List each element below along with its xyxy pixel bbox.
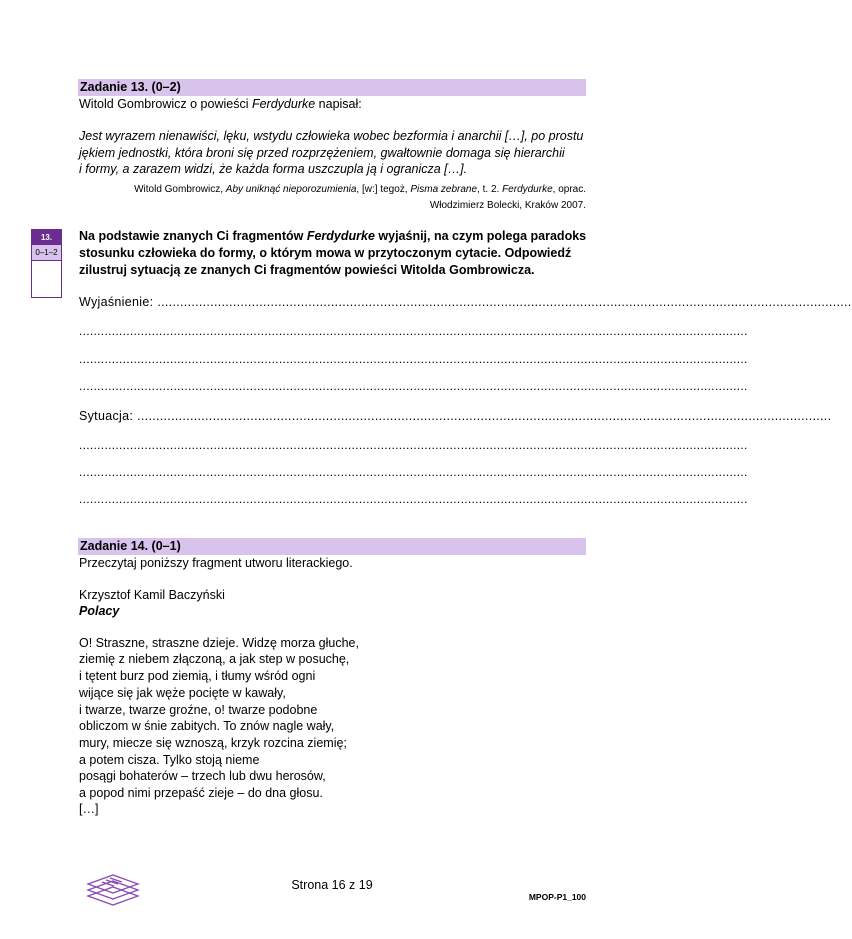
source-volume: , t. 2. xyxy=(477,184,503,195)
source-in: , [w:] tegoż, xyxy=(356,184,411,195)
quote-line-2: jękiem jednostki, która broni się przed rozprzężeniem, gwałtownie domaga się hierarchii xyxy=(79,146,565,160)
task-14-header: Zadanie 14. (0–1) xyxy=(78,538,586,555)
quote-line-3: i formy, a zarazem widzi, że każda forma uszczupla ją i ogranicza […]. xyxy=(79,162,468,176)
intro-suffix: napisał: xyxy=(315,97,362,111)
poem-line: O! Straszne, straszne dzieje. Widzę morza głuche, xyxy=(79,636,359,650)
situation-dots: ........................................................................................................................................................................................ xyxy=(137,409,832,423)
poem-line: ziemię z niebem złączoną, a jak step w posuchę, xyxy=(79,652,350,666)
situation-answer-line[interactable] xyxy=(79,408,832,424)
source-citation-line-1 xyxy=(134,182,586,197)
command-text-a: Na podstawie znanych Ci fragmentów xyxy=(79,229,307,243)
answer-line[interactable]: ........................................................................................................................................................................................ xyxy=(79,438,748,452)
situation-label: Sytuacja: xyxy=(79,409,134,423)
poem-line: a popod nimi przepaść zieje – do dna głosu. xyxy=(79,786,323,800)
source-book-title: Pisma zebrane xyxy=(410,184,478,195)
explanation-label: Wyjaśnienie: xyxy=(79,295,154,309)
answer-line[interactable]: ........................................................................................................................................................................................ xyxy=(79,492,748,506)
answer-line[interactable]: ........................................................................................................................................................................................ xyxy=(79,379,748,393)
command-text-c: wyjaśnij, na czym polega paradoks xyxy=(374,229,587,243)
poem-line: mury, miecze się wznoszą, krzyk rozcina ziemię; xyxy=(79,736,347,750)
poem-title: Polacy xyxy=(79,604,120,618)
intro-prefix: Witold Gombrowicz o powieści xyxy=(79,97,252,111)
answer-line[interactable]: ........................................................................................................................................................................................ xyxy=(79,352,748,366)
command-line-3: zilustruj sytuacją ze znanych Ci fragmentów powieści Witolda Gombrowicza. xyxy=(79,263,535,277)
task-13-header: Zadanie 13. (0–2) xyxy=(78,79,586,96)
answer-line[interactable]: ........................................................................................................................................................................................ xyxy=(79,324,748,338)
document-code: MPOP-P1_100 xyxy=(528,892,586,902)
command-line-1 xyxy=(79,228,586,244)
source-novel-title: Ferdydurke xyxy=(502,184,553,195)
poem-line: wijące się jak węże pocięte w kawały, xyxy=(79,686,286,700)
poem-line: i twarze, twarze groźne, o! twarze podobne xyxy=(79,703,318,717)
source-author: Witold Gombrowicz, xyxy=(134,184,226,195)
task-13-intro xyxy=(79,96,362,112)
poem-line: a potem cisza. Tylko stoją nieme xyxy=(79,753,260,767)
source-oprac: , oprac. xyxy=(552,184,586,195)
source-citation-line-2: Włodzimierz Bolecki, Kraków 2007. xyxy=(429,200,586,211)
source-essay-title: Aby uniknąć nieporozumienia xyxy=(225,184,357,195)
poem-author: Krzysztof Kamil Baczyński xyxy=(79,588,225,602)
quote-line-1: Jest wyrazem nienawiści, lęku, wstydu człowieka wobec bezformia i anarchii […], po prostu xyxy=(79,129,584,143)
score-box xyxy=(31,229,62,298)
intro-title: Ferdydurke xyxy=(251,97,316,111)
explanation-answer-line[interactable] xyxy=(79,294,852,310)
page-number: Strona 16 z 19 xyxy=(291,878,373,892)
answer-line[interactable]: ........................................................................................................................................................................................ xyxy=(79,465,748,479)
score-range: 0–1–2 xyxy=(32,245,61,261)
poem-line: posągi bohaterów – trzech lub dwu herosów, xyxy=(79,769,326,783)
explanation-dots: ........................................................................................................................................................................................ xyxy=(157,295,852,309)
poem-line: obliczom w śnie zabitych. To znów nagle wały, xyxy=(79,719,335,733)
poem-line: […] xyxy=(79,802,99,816)
command-line-2: stosunku człowieka do formy, o którym mowa w przytoczonym cytacie. Odpowiedź xyxy=(79,246,572,260)
score-field[interactable] xyxy=(32,261,61,297)
command-novel-title: Ferdydurke xyxy=(306,229,375,243)
score-number: 13. xyxy=(32,230,61,245)
task-14-intro: Przeczytaj poniższy fragment utworu literackiego. xyxy=(79,556,353,570)
poem-line: i tętent burz pod ziemią, i tłumy wśród ogni xyxy=(79,669,316,683)
